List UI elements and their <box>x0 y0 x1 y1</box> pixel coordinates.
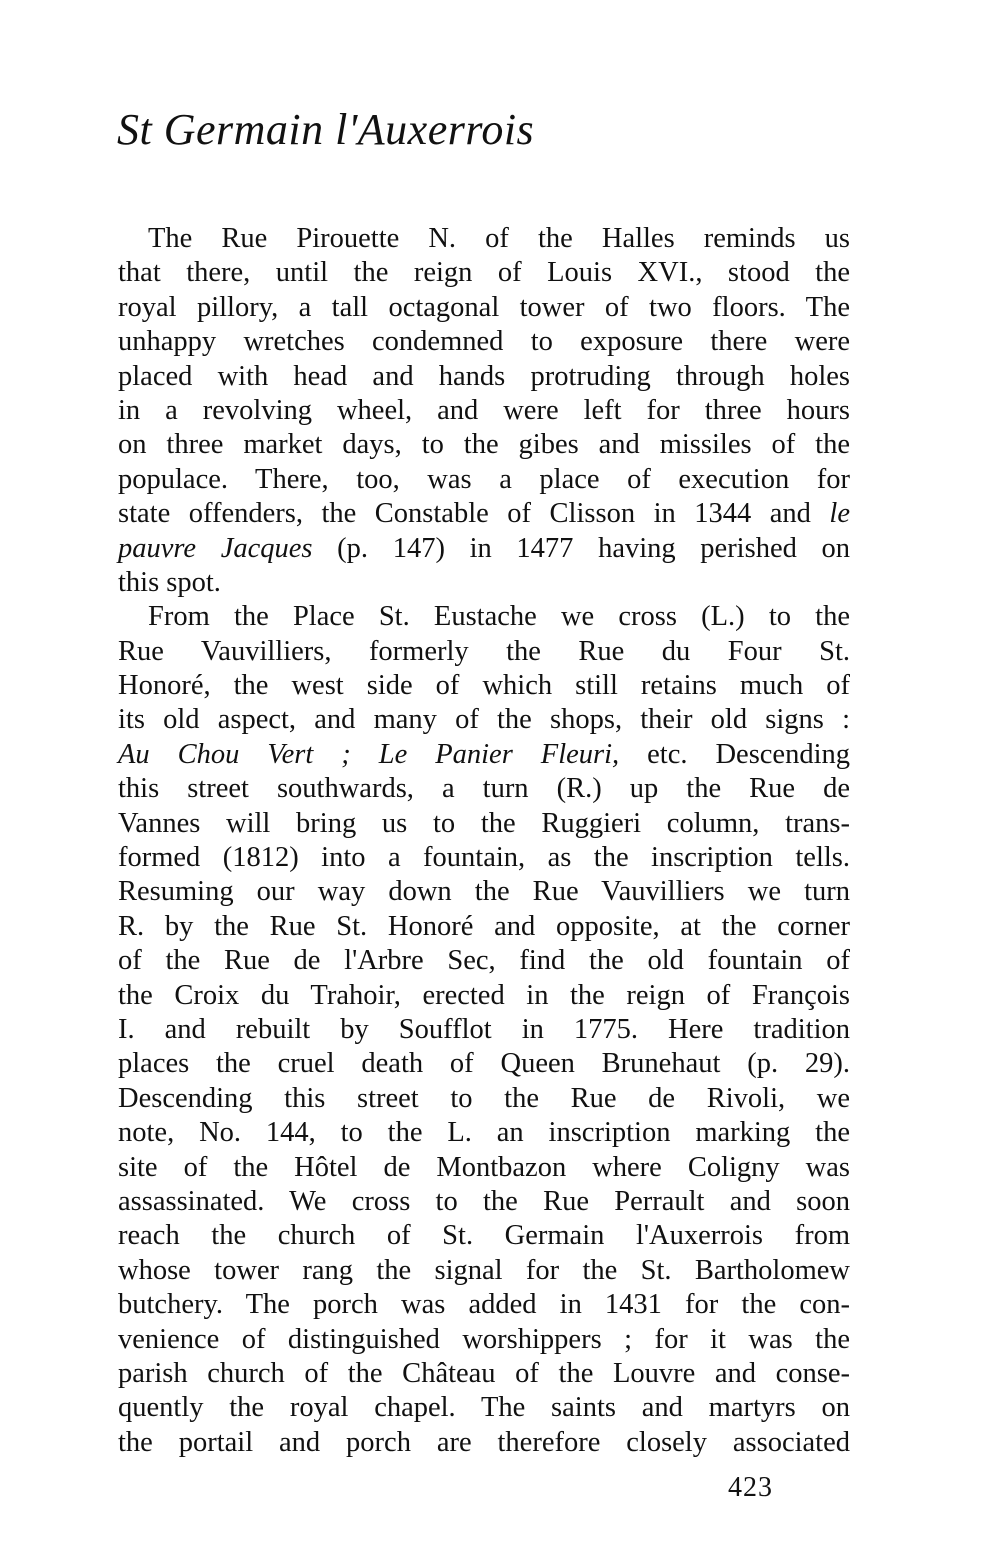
text-line <box>118 1288 850 1322</box>
text-segment: in a revolving wheel, and were left for three hours <box>118 394 850 426</box>
text-line <box>118 1082 850 1116</box>
text-segment: Resuming our way down the Rue Vauvilliers we turn <box>118 876 850 908</box>
text-line <box>118 291 850 325</box>
text-segment: the Croix du Trahoir, erected in the reign of François <box>118 979 850 1011</box>
text-segment: places the cruel death of Queen Brunehaut (p. 29). <box>118 1048 850 1080</box>
text-segment: on three market days, to the gibes and missiles of the <box>118 429 850 461</box>
text-segment: venience of distinguished worshippers ; for it was the <box>118 1323 850 1355</box>
page-title: St Germain l'Auxerrois <box>117 105 535 154</box>
text-segment: the portail and porch are therefore closely associated <box>118 1426 850 1458</box>
body-text <box>118 222 850 1460</box>
text-line <box>118 979 850 1013</box>
text-segment: formed (1812) into a fountain, as the inscription tells. <box>118 842 850 874</box>
text-line <box>118 875 850 909</box>
text-segment: butchery. The porch was added in 1431 for the con- <box>118 1289 850 1321</box>
text-segment: this street southwards, a turn (R.) up the Rue de <box>118 773 850 805</box>
text-line <box>118 772 850 806</box>
text-line <box>118 841 850 875</box>
text-line <box>118 1323 850 1357</box>
text-line <box>118 532 850 566</box>
text-segment: whose tower rang the signal for the St. Bartholomew <box>118 1254 850 1286</box>
text-segment: note, No. 144, to the L. an inscription marking the <box>118 1117 850 1149</box>
text-segment: assassinated. We cross to the Rue Perrault and soon <box>118 1185 850 1217</box>
text-line <box>118 1116 850 1150</box>
text-line <box>118 463 850 497</box>
text-segment: (p. 147) in 1477 having perished on <box>312 532 850 564</box>
text-line <box>118 807 850 841</box>
text-segment: its old aspect, and many of the shops, their old signs : <box>118 704 850 736</box>
text-line <box>118 910 850 944</box>
text-line <box>118 944 850 978</box>
text-line <box>118 1391 850 1425</box>
text-segment: Vannes will bring us to the Ruggieri column, trans- <box>118 807 850 839</box>
italic-text: pauvre Jacques <box>118 532 313 564</box>
text-line <box>118 360 850 394</box>
text-line <box>118 1047 850 1081</box>
text-segment: royal pillory, a tall octagonal tower of two floors. The <box>118 291 850 323</box>
text-line <box>118 738 850 772</box>
italic-text: Au Chou Vert ; Le Panier Fleuri, <box>118 738 620 770</box>
text-line <box>118 428 850 462</box>
text-segment: Rue Vauvilliers, formerly the Rue du Four St. <box>118 635 850 667</box>
text-segment: unhappy wretches condemned to exposure there were <box>118 326 850 358</box>
text-line <box>118 325 850 359</box>
text-line <box>118 1151 850 1185</box>
text-line <box>118 497 850 531</box>
text-line <box>118 222 850 256</box>
text-line <box>118 600 850 634</box>
text-line <box>118 394 850 428</box>
page-number: 423 <box>728 1472 773 1503</box>
text-segment: Honoré, the west side of which still retains much of <box>118 670 850 702</box>
text-line <box>118 1185 850 1219</box>
text-segment: Descending this street to the Rue de Rivoli, we <box>118 1082 850 1114</box>
text-segment: I. and rebuilt by Soufflot in 1775. Here tradition <box>118 1013 850 1045</box>
text-segment: From the Place St. Eustache we cross (L.) to the <box>148 601 850 633</box>
text-segment: state offenders, the Constable of Clisson in 1344 and <box>118 498 830 530</box>
text-line <box>118 1426 850 1460</box>
text-segment: populace. There, too, was a place of execution for <box>118 463 850 495</box>
italic-text: le <box>829 498 850 530</box>
text-line <box>118 1219 850 1253</box>
text-line <box>118 703 850 737</box>
text-segment: this spot. <box>118 566 221 598</box>
text-segment: R. by the Rue St. Honoré and opposite, at the corner <box>118 910 850 942</box>
text-line <box>118 635 850 669</box>
text-line <box>118 1254 850 1288</box>
text-line <box>118 566 850 600</box>
text-segment: The Rue Pirouette N. of the Halles reminds us <box>148 223 850 254</box>
text-segment: quently the royal chapel. The saints and martyrs on <box>118 1392 850 1424</box>
text-segment: etc. Descending <box>619 738 851 770</box>
text-segment: placed with head and hands protruding through holes <box>118 360 850 392</box>
text-segment: parish church of the Château of the Louvre and conse- <box>118 1357 850 1389</box>
text-line <box>118 1013 850 1047</box>
text-segment: site of the Hôtel de Montbazon where Coligny was <box>118 1151 850 1183</box>
text-segment: that there, until the reign of Louis XVI., stood the <box>118 257 850 289</box>
text-line <box>118 256 850 290</box>
text-line <box>118 669 850 703</box>
text-segment: reach the church of St. Germain l'Auxerrois from <box>118 1220 850 1252</box>
text-line <box>118 1357 850 1391</box>
text-segment: of the Rue de l'Arbre Sec, find the old fountain of <box>118 945 850 977</box>
